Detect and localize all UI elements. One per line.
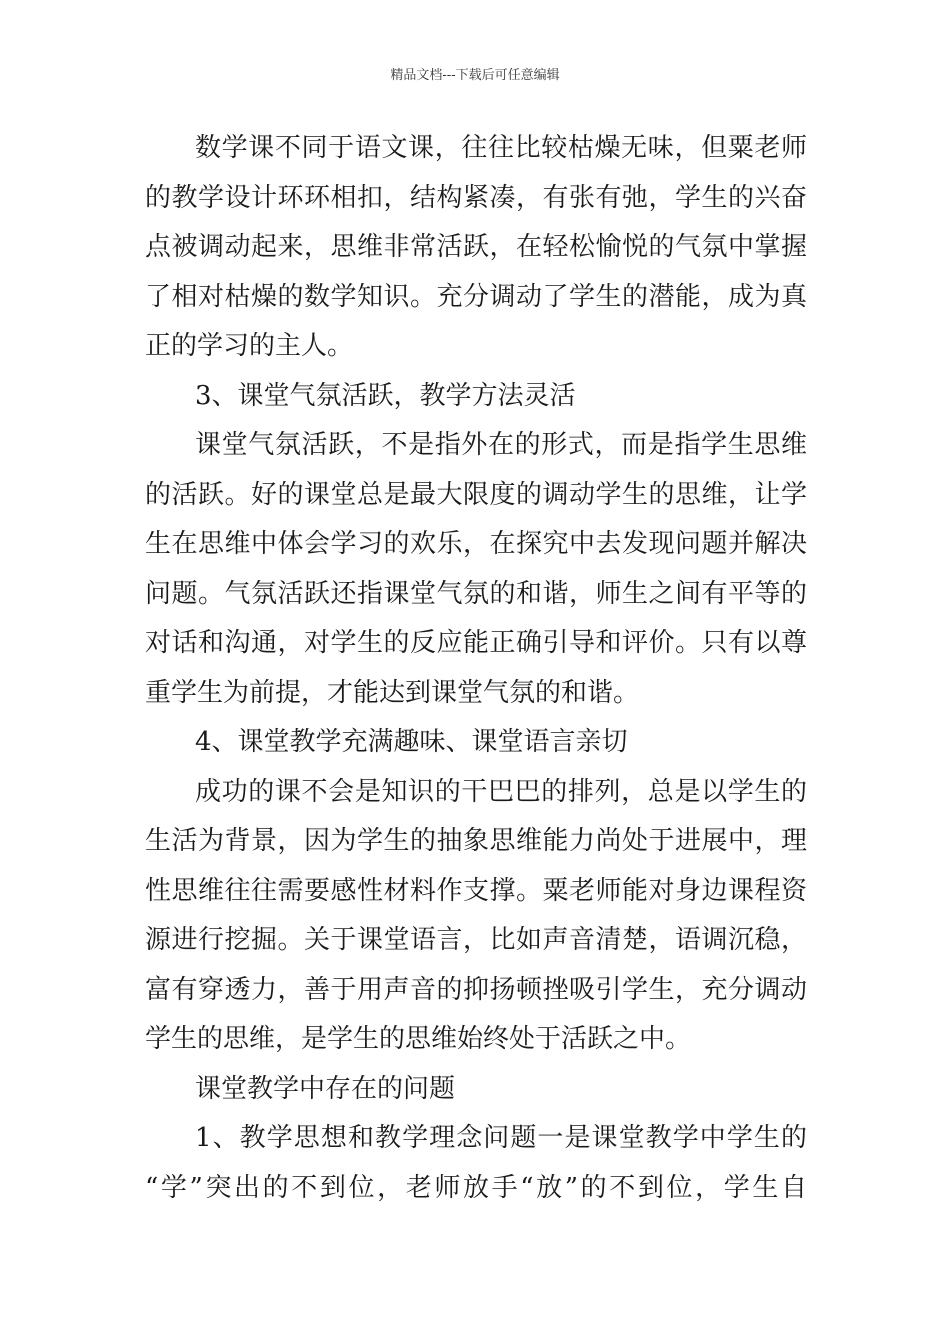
text-line: 课堂气氛活跃，不是指外在的形式，而是指学生思维 (195, 430, 807, 460)
document-body (145, 124, 807, 1213)
text-line: 数学课不同于语文课，往往比较枯燥无味，但粟老师 (195, 133, 807, 163)
text-line: 对话和沟通，对学生的反应能正确引导和评价。只有以尊 (145, 628, 807, 658)
section-heading: 课堂教学中存在的问题 (195, 1073, 456, 1104)
text-line: 1、教学思想和教学理念问题一是课堂教学中学生的 (195, 1123, 807, 1153)
text-line: 重学生为前提，才能达到课堂气氛的和谐。 (145, 677, 640, 708)
text-line: 的教学设计环环相扣，结构紧凑，有张有弛，学生的兴奋 (145, 182, 807, 213)
text-line: 点被调动起来，思维非常活跃，在轻松愉悦的气氛中掌握 (145, 232, 807, 262)
text-line: 源进行挖掘。关于课堂语言，比如声音清楚，语调沉稳， (145, 925, 807, 955)
text-line: 性思维往往需要感性材料作支撑。粟老师能对身边课程资 (145, 875, 807, 906)
text-line: 成功的课不会是知识的干巴巴的排列，总是以学生的 (195, 776, 807, 807)
text-line: 的活跃。好的课堂总是最大限度的调动学生的思维，让学 (145, 479, 807, 510)
page-header: 精品文档---下载后可任意编辑 (390, 68, 560, 83)
text-line: 学生的思维，是学生的思维始终处于活跃之中。 (145, 1024, 692, 1054)
text-line: 富有穿透力，善于用声音的抑扬顿挫吸引学生，充分调动 (145, 974, 807, 1005)
text-line: “学”突出的不到位，老师放手“放”的不到位，学生自 (145, 1172, 807, 1203)
text-line: 正的学习的主人。 (145, 331, 354, 361)
text-line: 问题。气氛活跃还指课堂气氛的和谐，师生之间有平等的 (145, 578, 807, 609)
text-line: 生在思维中体会学习的欢乐，在探究中去发现问题并解决 (145, 529, 807, 559)
section-heading: 3、课堂气氛活跃，教学方法灵活 (195, 380, 576, 411)
text-line: 生活为背景，因为学生的抽象思维能力尚处于进展中，理 (145, 826, 807, 856)
section-heading: 4、课堂教学充满趣味、课堂语言亲切 (195, 727, 628, 757)
text-line: 了相对枯燥的数学知识。充分调动了学生的潜能，成为真 (145, 281, 807, 312)
